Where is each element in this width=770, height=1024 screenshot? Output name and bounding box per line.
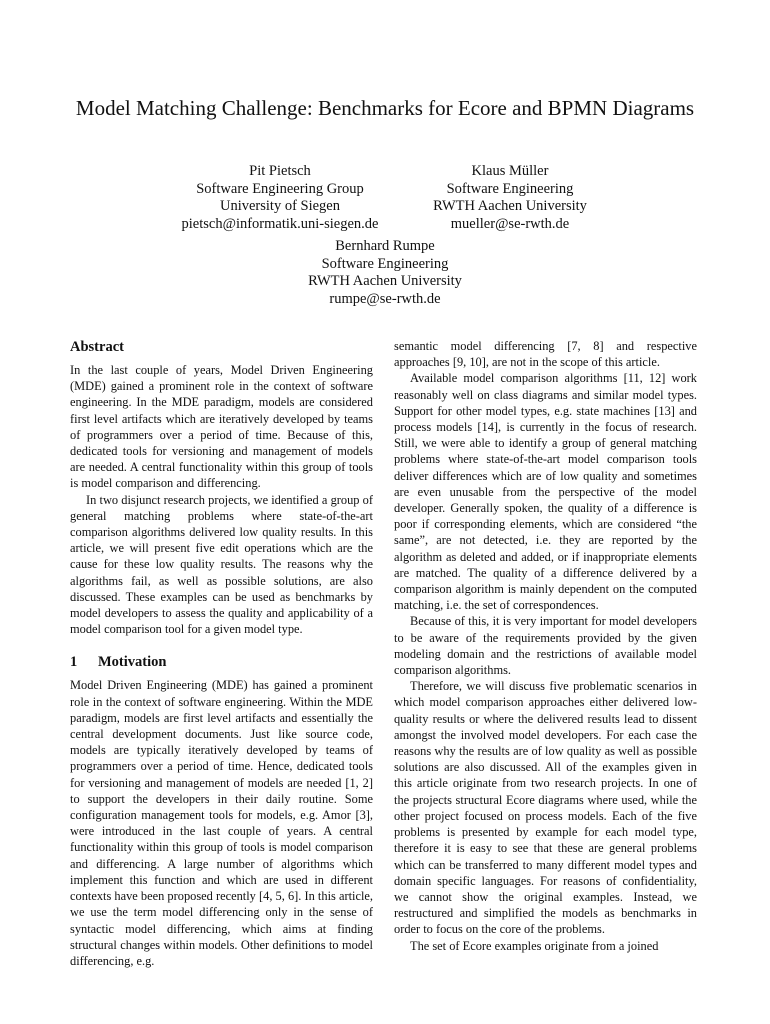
paper-title: Model Matching Challenge: Benchmarks for Ecore and BPMN Diagrams [75,96,695,120]
left-column [70,338,373,969]
author-org: RWTH Aachen University [433,198,587,214]
author-name: Pit Pietsch [249,163,311,179]
section-title: Motivation [98,654,167,671]
abstract-paragraph: In the last couple of years, Model Driven Engineering (MDE) gained a prominent role in the context of software engineering. In the MDE paradigm, models are considered first level artifacts which are iteratively developed by teams of programmers over a period of time. Because of this, dedicated tools for versioning and management of models are needed. A central functionality within this group of tools is model comparison and differencing. [70,363,373,491]
abstract-paragraph: In two disjunct research projects, we identified a group of general matching problems where state-of-the-art comparison algorithms delivered low quality results. In this article, we will present five edit operations which are the cause for these low quality results. The reasons why the algorithms fail, as well as possible solutions, are also discussed. These examples can be used as benchmarks by model developers to assess the quality and applicability of a model comparison tool for a given model type. [70,492,373,637]
body-paragraph: Available model comparison algorithms [11, 12] work reasonably well on class diagrams and similar model types. Support for other model types, e.g. state machines [13] and process models [14], is currently in the focus of research. Still, we were able to identify a group of general matching problems where state-of-the-art model comparison tools deliver differences which are of low quality and sometimes are even unusable from the perspective of the model developer. Generally spoken, the quality of a difference is poor if corresponding elements, which are considered “the same”, are not detected, i.e. they are reported by the algorithm as deleted and added, or if inappropriate elements are matched. The quality of a difference delivered by a comparison algorithm is mainly dependent on the computed matching, i.e. the set of correspondences. [394,371,697,613]
section-number: 1 [70,654,78,671]
body-paragraph: Model Driven Engineering (MDE) has gained a prominent role in the context of software engineering. Within the MDE paradigm, models are first level artifacts and essentially the central development documents. Just like source code, models are typically iteratively developed by teams of programmers over a period of time. Hence, dedicated tools for versioning and management of models are needed [1, 2] to support the developers in their daily routine. Some configuration management tools for models, e.g. Amor [3], were introduced in the last couple of years. A central functionality within this group of tools is model comparison and differencing. A large number of algorithms which implement this function and which are used in different contexts have been proposed recently [4, 5, 6]. In this article, we use the term model differencing only in the sense of syntactic model differencing, which aims at finding structural changes within models. Other definitions to model differencing, e.g. [70,678,373,968]
body-paragraph: The set of Ecore examples originate from a joined [410,938,659,953]
author-name: Bernhard Rumpe [335,238,435,254]
author-org: RWTH Aachen University [308,273,462,289]
author-email: rumpe@se-rwth.de [329,290,441,307]
body-paragraph: semantic model differencing [7, 8] and respective approaches [9, 10], are not in the scope of this article. [394,339,697,370]
author-block-2 [395,163,625,233]
author-email: mueller@se-rwth.de [450,215,570,232]
right-column [394,338,697,954]
body-paragraph: Therefore, we will discuss five problematic scenarios in which model comparison approaches either delivered low-quality results or where the delivered results lead to dissent amongst the involved model developers. For each case the reasons why the results are of low quality as well as possible solutions are also discussed. All of the examples given in this article originate from two research projects. In one of the projects structural Ecore diagrams where used, while the other project focused on process models. Each of the five problems is presented by example for each model type, therefore it is easy to see that these are general problems which can be transferred to many different model types and domain specific languages. For reasons of confidentiality, we cannot show the original examples. Instead, we restructured and simplified the models as benchmarks in order to focus on the core of the problems. [394,679,697,937]
author-dept: Software Engineering [446,180,574,197]
body-paragraph: Because of this, it is very important for model developers to be aware of the requirements provided by the given modeling domain and the restrictions of available model comparison algorithms. [394,614,697,678]
section-heading [70,653,373,671]
author-org: University of Siegen [219,198,340,214]
author-dept: Software Engineering [321,255,449,272]
author-dept: Software Engineering Group [196,180,364,197]
author-name: Klaus Müller [471,163,549,179]
author-email: pietsch@informatik.uni-siegen.de [181,215,379,232]
abstract-heading: Abstract [70,339,124,355]
author-block-1 [150,163,410,233]
author-block-3 [235,238,535,308]
